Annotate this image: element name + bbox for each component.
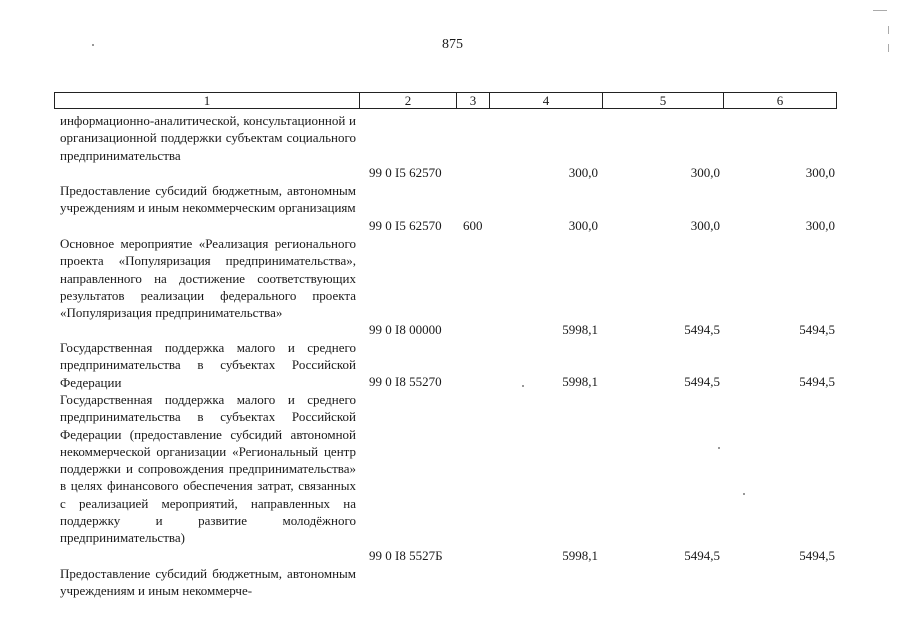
header-col-6: 6 [776, 93, 784, 108]
row-code: 99 0 I8 5527Б [369, 548, 443, 563]
row-value-col6: 300,0 [805, 165, 835, 180]
row-value-col4: 5998,1 [562, 322, 598, 337]
scan-speck [743, 493, 745, 495]
scan-edge-mark [888, 26, 889, 34]
row-value-col5: 5494,5 [684, 548, 720, 563]
row-description: Государственная поддержка малого и среднего предпринимательства в субъектах Российской Федерации (предоставление субсидий автономной некоммерческой организации «Региональный центр поддержки и сопровождения предпринимательства» в целях финансового обеспечения затрат, связанных с реализацией мероприятий, направленных на поддержку и развитие молодёжного предпринимательства) [60, 392, 356, 546]
header-col-3: 3 [457, 93, 490, 108]
row-code: 99 0 I5 62570 [369, 218, 442, 233]
row-value-col6: 5494,5 [799, 548, 835, 563]
row-code: 99 0 I8 55270 [369, 374, 442, 389]
scan-speck [92, 44, 94, 46]
row-description: информационно-аналитической, консультационной и организационной поддержки субъектам социального предпринимательства [60, 113, 356, 163]
row-value-col6: 5494,5 [799, 322, 835, 337]
row-value-col6: 5494,5 [799, 374, 835, 389]
row-description: Предоставление субсидий бюджетным, автономным учреждениям и иным некоммерческим организациям [60, 183, 356, 216]
header-col-2: 2 [360, 93, 457, 108]
row-value-col5: 300,0 [690, 218, 720, 233]
row-value-col5: 5494,5 [684, 374, 720, 389]
scan-speck [718, 447, 720, 449]
row-description: Предоставление субсидий бюджетным, автономным учреждениям и иным некоммерче- [60, 566, 356, 599]
row-value-col4: 300,0 [568, 165, 598, 180]
row-value-col5: 5494,5 [684, 322, 720, 337]
scan-speck [522, 385, 524, 387]
header-col-5: 5 [603, 93, 724, 108]
header-col-4: 4 [490, 93, 603, 108]
row-code: 99 0 I8 00000 [369, 322, 442, 337]
row-description: Государственная поддержка малого и среднего предпринимательства в субъектах Российской Федерации [60, 340, 356, 390]
row-vr: 600 [463, 218, 483, 233]
row-value-col6: 300,0 [805, 218, 835, 233]
page-number: 875 [442, 37, 463, 52]
row-value-col4: 5998,1 [562, 548, 598, 563]
scan-edge-mark [888, 44, 889, 52]
scan-edge-mark [873, 10, 887, 11]
header-col-1: 1 [55, 93, 360, 108]
row-value-col5: 300,0 [690, 165, 720, 180]
row-value-col4: 5998,1 [562, 374, 598, 389]
row-value-col4: 300,0 [568, 218, 598, 233]
row-code: 99 0 I5 62570 [369, 165, 442, 180]
row-description: Основное мероприятие «Реализация регионального проекта «Популяризация предпринимательства», направленного на достижение соответствующих результатов реализации федерального проекта «Популяризация предпринимательства» [60, 236, 356, 321]
table-header-row [54, 92, 837, 109]
